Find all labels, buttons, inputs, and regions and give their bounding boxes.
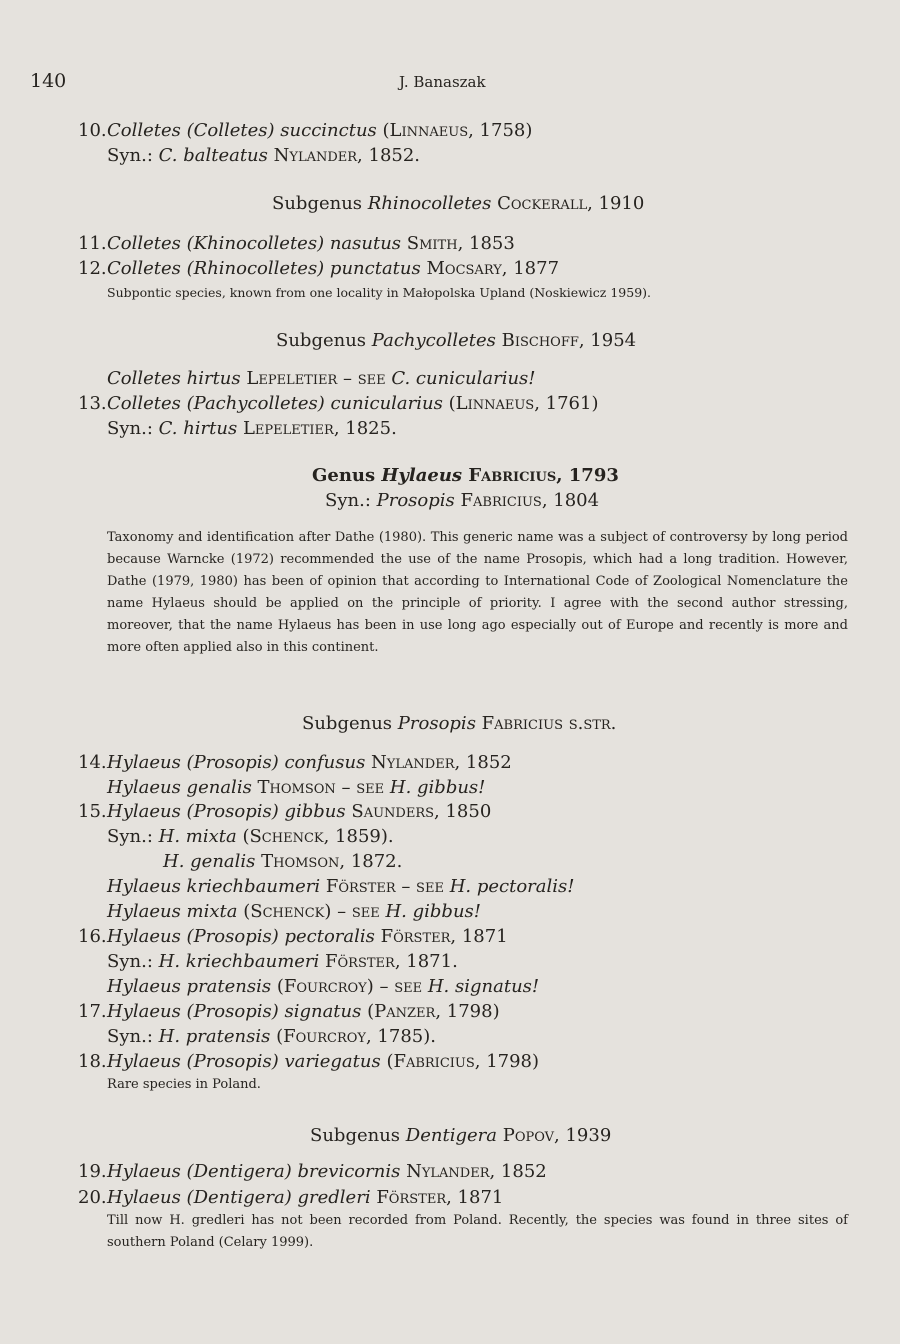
synonym-name: H. pratensis (158, 1026, 271, 1047)
reference-name: H. signatus! (427, 976, 540, 997)
species-entry-17 (78, 1001, 500, 1022)
subgenus-heading (310, 1125, 611, 1146)
species-name: Hylaeus (Dentigera) gredleri (107, 1187, 371, 1208)
synonym-name: H. genalis (163, 851, 256, 872)
species-name: Hylaeus pratensis (107, 976, 272, 997)
author: Cockerall, 1910 (497, 193, 645, 214)
species-name: Hylaeus (Dentigera) brevicornis (107, 1161, 401, 1182)
entry-number: 13. (78, 393, 107, 414)
author: Förster, 1871 (380, 926, 508, 947)
species-entry-20 (78, 1187, 503, 1208)
author: Nylander, 1852 (406, 1161, 547, 1182)
author: Förster, 1871. (325, 951, 458, 972)
entry-number: 20. (78, 1187, 107, 1208)
entry-number: 12. (78, 258, 107, 279)
syn-label: Syn.: (107, 951, 153, 972)
author: Mocsary, 1877 (426, 258, 560, 279)
subgenus-label: Subgenus (272, 193, 363, 214)
genus-name: Hylaeus (381, 465, 463, 486)
synonym-line (107, 826, 394, 847)
species-name: Colletes hirtus (107, 368, 241, 389)
cross-reference (107, 876, 574, 897)
synonym-name: Prosopis (376, 490, 455, 511)
author: Fabricius s.str. (481, 713, 617, 734)
note-20: Till now H. gredleri has not been recorded from Poland. Recently, the species was found in three sites of southern Poland (Celary 1999). (107, 1213, 848, 1250)
author: (Linnaeus, 1761) (448, 393, 599, 414)
reference-name: C. cunicularius! (391, 368, 536, 389)
subgenus-name: Prosopis (397, 713, 476, 734)
subgenus-name: Pachycolletes (371, 330, 496, 351)
synonym-line (107, 418, 397, 439)
species-name: Hylaeus (Prosopis) variegatus (107, 1051, 381, 1072)
cross-reference (107, 976, 539, 997)
species-name: Colletes (Rhinocolletes) punctatus (107, 258, 421, 279)
species-entry-11 (78, 233, 515, 254)
cross-reference (107, 901, 481, 922)
subgenus-name: Rhinocolletes (367, 193, 492, 214)
reference-name: H. pectoralis! (449, 876, 575, 897)
author: Bischoff, 1954 (501, 330, 637, 351)
synonym-name: H. kriechbaumeri (158, 951, 320, 972)
author: (Schenck) – see (243, 901, 380, 922)
genus-synonym (325, 490, 599, 511)
entry-number: 14. (78, 752, 107, 773)
author: (Linnaeus, 1758) (382, 120, 533, 141)
author: Förster, 1871 (376, 1187, 504, 1208)
synonym-line (107, 145, 420, 166)
subgenus-label: Subgenus (302, 713, 393, 734)
author: Nylander, 1852. (273, 145, 421, 166)
note-12: Subpontic species, known from one locality in Małopolska Upland (Noskiewicz 1959). (107, 285, 652, 300)
entry-number: 19. (78, 1161, 107, 1182)
species-name: Hylaeus mixta (107, 901, 238, 922)
subgenus-label: Subgenus (310, 1125, 401, 1146)
species-entry-15 (78, 801, 491, 822)
syn-label: Syn.: (325, 490, 371, 511)
species-name: Hylaeus (Prosopis) confusus (107, 752, 366, 773)
species-entry-18 (78, 1051, 539, 1072)
entry-number: 15. (78, 801, 107, 822)
subgenus-label: Subgenus (276, 330, 367, 351)
syn-label: Syn.: (107, 1026, 153, 1047)
entry-number: 18. (78, 1051, 107, 1072)
species-entry-16 (78, 926, 508, 947)
entry-number: 11. (78, 233, 107, 254)
species-name: Colletes (Khinocolletes) nasutus (107, 233, 402, 254)
species-name: Hylaeus genalis (107, 777, 252, 798)
cross-reference (107, 777, 485, 798)
synonym-name: C. balteatus (158, 145, 268, 166)
genus-label: Genus (312, 465, 376, 486)
subgenus-heading (272, 193, 644, 214)
running-title: J. Banaszak (399, 73, 486, 91)
species-name: Colletes (Pachycolletes) cunicularius (107, 393, 443, 414)
reference-name: H. gibbus! (385, 901, 482, 922)
synonym-line (107, 1026, 436, 1047)
entry-number: 16. (78, 926, 107, 947)
author: Lepeletier, 1825. (242, 418, 397, 439)
author: Thomson, 1872. (261, 851, 403, 872)
author: Fabricius, 1804 (460, 490, 600, 511)
subgenus-heading (276, 330, 636, 351)
genus-heading (312, 465, 619, 486)
page-number: 140 (30, 70, 67, 92)
subgenus-heading (302, 713, 616, 734)
synonym-name: H. mixta (158, 826, 237, 847)
note-18: Rare species in Poland. (107, 1077, 261, 1092)
subgenus-name: Dentigera (405, 1125, 497, 1146)
author: (Fourcroy, 1785). (276, 1026, 436, 1047)
author: (Schenck, 1859). (242, 826, 394, 847)
species-entry-14 (78, 752, 512, 773)
author: Popov, 1939 (502, 1125, 612, 1146)
author: Lepeletier – see (246, 368, 386, 389)
author: (Fourcroy) – see (276, 976, 423, 997)
syn-label: Syn.: (107, 826, 153, 847)
species-name: Hylaeus kriechbaumeri (107, 876, 321, 897)
species-name: Colletes (Colletes) succinctus (107, 120, 377, 141)
synonym-name: C. hirtus (158, 418, 238, 439)
author: Förster – see (325, 876, 444, 897)
species-entry-12 (78, 258, 559, 279)
cross-reference (107, 368, 536, 389)
reference-name: H. gibbus! (389, 777, 486, 798)
author: Fabricius, 1793 (468, 465, 619, 486)
author: Smith, 1853 (406, 233, 515, 254)
species-entry-10 (78, 120, 532, 141)
syn-label: Syn.: (107, 145, 153, 166)
synonym-line (107, 951, 458, 972)
entry-number: 17. (78, 1001, 107, 1022)
species-name: Hylaeus (Prosopis) gibbus (107, 801, 346, 822)
species-name: Hylaeus (Prosopis) pectoralis (107, 926, 375, 947)
entry-number: 10. (78, 120, 107, 141)
taxonomy-paragraph: Taxonomy and identification after Dathe (1980). This generic name was a subject of controversy by long period because Warncke (1972) recommended the use of the name Prosopis, which had a long tradition. However, Dathe (1979, 1980) has been of opinion that according to International Code of Zoological Nomenclature the name Hylaeus should be applied on the principle of priority. I agree with the second author stressing, moreover, that the name Hylaeus has been in use long ago especially out of Europe and recently is more and more often applied also in this continent. (107, 530, 848, 655)
syn-label: Syn.: (107, 418, 153, 439)
species-entry-13 (78, 393, 598, 414)
author: Saunders, 1850 (351, 801, 492, 822)
author: Nylander, 1852 (371, 752, 512, 773)
author: Thomson – see (257, 777, 385, 798)
species-entry-19 (78, 1161, 547, 1182)
author: (Fabricius, 1798) (386, 1051, 540, 1072)
author: (Panzer, 1798) (367, 1001, 500, 1022)
synonym-line (163, 851, 402, 872)
species-name: Hylaeus (Prosopis) signatus (107, 1001, 362, 1022)
